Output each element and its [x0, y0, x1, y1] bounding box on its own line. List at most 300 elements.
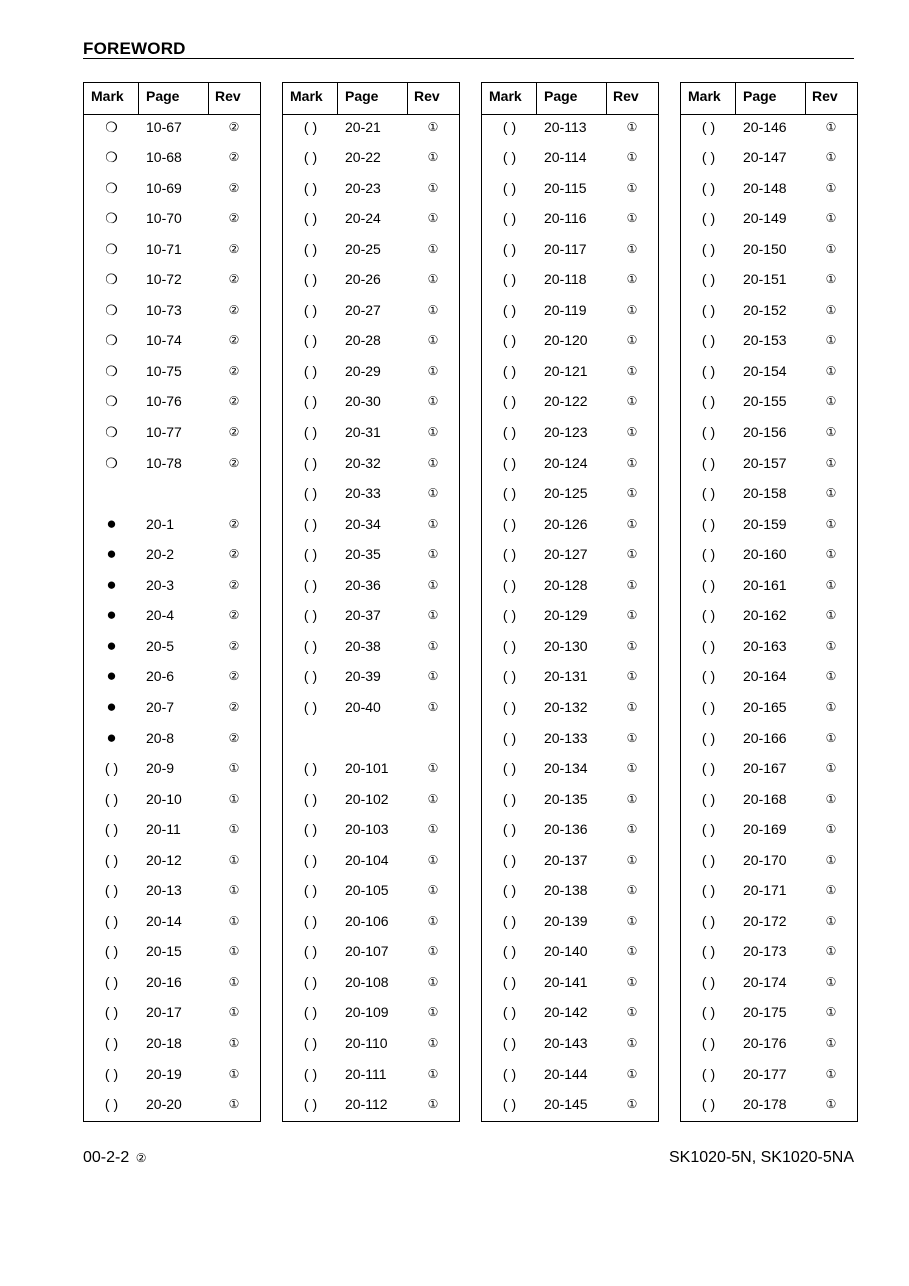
page-cell: 10-77: [146, 424, 182, 440]
rev-cell: ①: [427, 1036, 439, 1050]
header-divider: [138, 83, 139, 115]
rev-cell: ①: [825, 425, 837, 439]
rev-cell: ①: [626, 730, 638, 745]
table-row: [84, 325, 260, 356]
rev-cell: ②: [228, 638, 240, 653]
mark-cell: ❍: [105, 454, 118, 471]
table-row: [283, 997, 459, 1028]
page-cell: 20-132: [544, 698, 588, 715]
rev-cell: ①: [427, 791, 439, 806]
rev-cell: ①: [825, 394, 837, 409]
page-cell: 20-158: [743, 485, 787, 502]
page-cell: 20-30: [345, 393, 381, 410]
page-cell: 10-76: [146, 393, 182, 410]
mark-cell: ( ): [303, 607, 318, 624]
table-header: [84, 83, 260, 115]
table-row: [84, 570, 260, 601]
mark-cell: ❍: [105, 118, 118, 135]
mark-cell: ( ): [303, 1004, 318, 1021]
mark-cell: ( ): [303, 240, 318, 257]
page-cell: 20-2: [146, 546, 175, 563]
table-row: [283, 845, 459, 876]
rev-cell: ②: [228, 394, 240, 409]
table-row: [283, 1059, 459, 1090]
table-row: [283, 784, 459, 815]
table-row: [84, 967, 260, 998]
table-row: [681, 264, 857, 295]
table-row: [681, 1059, 857, 1090]
mark-cell: ( ): [701, 882, 716, 899]
table-row: [283, 356, 459, 387]
mark-cell: ( ): [502, 821, 517, 838]
table-row: [283, 325, 459, 356]
footer-page-label: 00-2-2: [83, 1149, 130, 1166]
rev-cell: ②: [228, 119, 240, 134]
page-cell: 10-71: [146, 240, 182, 257]
page-cell: 20-121: [544, 362, 588, 379]
page-cell: 20-31: [345, 424, 381, 440]
table-row: [681, 417, 857, 448]
mark-cell: ( ): [701, 790, 716, 807]
mark-cell: ( ): [104, 851, 119, 868]
rev-cell: ②: [228, 577, 240, 592]
mark-cell: ❍: [105, 271, 118, 288]
table-row: [482, 356, 658, 387]
rev-cell: ②: [228, 302, 240, 317]
table-row: [84, 234, 260, 265]
table-row: [482, 967, 658, 998]
rev-cell: ②: [228, 669, 240, 684]
rev-cell: ②: [228, 547, 240, 562]
rev-cell: ①: [825, 119, 837, 134]
table-row: [283, 539, 459, 570]
mark-cell: ( ): [701, 1004, 716, 1021]
mark-cell: ( ): [502, 332, 517, 349]
mark-cell: ( ): [104, 1004, 119, 1021]
rev-cell: ②: [228, 730, 240, 745]
rev-cell: ①: [228, 822, 240, 837]
table-row: [482, 386, 658, 417]
rev-cell: ①: [427, 272, 439, 287]
page-cell: 20-137: [544, 851, 588, 868]
page-cell: 20-6: [146, 668, 175, 685]
rev-cell: ①: [228, 761, 240, 776]
rev-cell: ①: [626, 608, 638, 623]
table-row: [283, 386, 459, 417]
mark-cell: ( ): [303, 790, 318, 807]
header-rev: Rev: [613, 88, 639, 104]
page-cell: 20-5: [146, 637, 175, 654]
page-cell: 20-177: [743, 1065, 787, 1082]
table-row: [84, 1028, 260, 1059]
page-cell: 20-4: [146, 607, 175, 624]
rev-cell: ①: [427, 516, 439, 531]
table-row: [283, 600, 459, 631]
table-row: [283, 173, 459, 204]
mark-cell: ( ): [303, 362, 318, 379]
revision-table: [481, 82, 659, 1122]
mark-cell: ( ): [701, 576, 716, 593]
rev-cell: ①: [427, 638, 439, 653]
page-cell: 20-141: [544, 973, 588, 990]
mark-cell: ( ): [502, 760, 517, 777]
page-cell: 20-7: [146, 698, 175, 715]
page-cell: 20-14: [146, 912, 182, 929]
page-cell: 20-175: [743, 1004, 787, 1021]
table-row: [681, 600, 857, 631]
mark-cell: ( ): [502, 912, 517, 929]
page-cell: 20-154: [743, 362, 787, 379]
page-cell: 20-134: [544, 760, 588, 777]
revision-table: [680, 82, 858, 1122]
page-cell: 20-110: [345, 1035, 388, 1051]
rev-cell: ①: [626, 913, 638, 928]
rev-cell: ①: [626, 791, 638, 806]
rev-cell: ①: [626, 119, 638, 134]
mark-cell: ( ): [502, 790, 517, 807]
mark-cell: ( ): [701, 973, 716, 990]
header-divider: [208, 83, 209, 115]
page-cell: 20-120: [544, 332, 588, 349]
page-cell: 20-145: [544, 1096, 588, 1113]
mark-cell: ( ): [502, 149, 517, 166]
mark-cell: ( ): [104, 821, 119, 838]
mark-cell: ( ): [701, 362, 716, 379]
page-cell: 10-73: [146, 301, 182, 318]
page-cell: 20-107: [345, 943, 389, 960]
page-cell: 20-126: [544, 515, 588, 532]
rev-cell: ①: [825, 302, 837, 317]
rev-cell: ①: [626, 425, 638, 439]
mark-cell: ( ): [701, 179, 716, 196]
rev-cell: ①: [825, 1066, 837, 1081]
table-row: [84, 509, 260, 540]
rev-cell: ①: [626, 241, 638, 256]
page-cell: 20-139: [544, 912, 588, 929]
table-row: [283, 234, 459, 265]
table-row: [482, 325, 658, 356]
table-row: [681, 203, 857, 234]
page-cell: 20-164: [743, 668, 787, 685]
rev-cell: ①: [228, 974, 240, 989]
rev-cell: ①: [825, 1036, 837, 1050]
table-row: [482, 112, 658, 143]
page-cell: 20-13: [146, 882, 182, 899]
rev-cell: ①: [825, 638, 837, 653]
header-rev: Rev: [414, 88, 440, 104]
rev-cell: ①: [626, 669, 638, 684]
header-page: Page: [743, 88, 777, 104]
page-cell: 20-32: [345, 454, 381, 471]
table-row: [283, 509, 459, 540]
rev-cell: ①: [825, 608, 837, 623]
mark-cell: ( ): [502, 271, 517, 288]
mark-cell: ( ): [303, 668, 318, 685]
table-row: [482, 570, 658, 601]
table-row: [84, 203, 260, 234]
page-cell: 20-169: [743, 821, 787, 838]
mark-cell: ( ): [502, 1065, 517, 1082]
table-row: [482, 417, 658, 448]
rev-cell: ①: [427, 425, 439, 439]
mark-cell: ( ): [701, 821, 716, 838]
table-row: [84, 692, 260, 723]
header-rev: Rev: [812, 88, 838, 104]
rev-cell: ①: [228, 1097, 240, 1112]
rev-cell: ①: [228, 852, 240, 867]
header-mark: Mark: [688, 88, 721, 104]
page-cell: 20-28: [345, 332, 381, 349]
table-row: [681, 906, 857, 937]
rev-cell: ①: [626, 363, 638, 378]
table-header: [681, 83, 857, 115]
mark-cell: ( ): [701, 943, 716, 960]
table-row: [84, 386, 260, 417]
rev-cell: ①: [825, 669, 837, 684]
table-row: [283, 295, 459, 326]
mark-cell: ( ): [502, 393, 517, 410]
rev-cell: ①: [427, 913, 439, 928]
table-row: [482, 142, 658, 173]
page-cell: 20-136: [544, 821, 588, 838]
rev-cell: ①: [825, 1097, 837, 1112]
rev-cell: ①: [825, 272, 837, 287]
rev-cell: ①: [228, 791, 240, 806]
mark-cell: ( ): [104, 912, 119, 929]
table-row: [681, 142, 857, 173]
table-row: [681, 478, 857, 509]
mark-cell: ( ): [502, 179, 517, 196]
page-cell: 10-72: [146, 271, 182, 288]
rev-cell: ①: [626, 455, 638, 470]
table-row: [681, 1089, 857, 1120]
rev-cell: ①: [427, 180, 439, 195]
table-row: [482, 997, 658, 1028]
mark-cell: ( ): [502, 698, 517, 715]
rev-cell: ①: [825, 241, 837, 256]
header-page: Page: [345, 88, 379, 104]
table-row: [681, 112, 857, 143]
mark-cell: ( ): [303, 393, 318, 410]
page-cell: 10-74: [146, 332, 182, 349]
table-row: [84, 906, 260, 937]
mark-cell: ( ): [303, 332, 318, 349]
rev-cell: ①: [427, 669, 439, 684]
rev-cell: ②: [228, 608, 240, 623]
table-row: [283, 570, 459, 601]
mark-cell: ( ): [502, 1096, 517, 1113]
rev-cell: ②: [228, 180, 240, 195]
table-row: [681, 875, 857, 906]
table-row: [482, 631, 658, 662]
mark-cell: ( ): [303, 851, 318, 868]
page-cell: 20-102: [345, 790, 389, 807]
rev-cell: ①: [825, 363, 837, 378]
page-cell: 20-163: [743, 637, 787, 654]
page-cell: 20-36: [345, 576, 381, 593]
page-cell: 20-165: [743, 698, 787, 715]
table-row: [84, 814, 260, 845]
page-cell: 20-176: [743, 1035, 787, 1051]
table-row: [482, 753, 658, 784]
rev-cell: ①: [427, 944, 439, 959]
header-mark: Mark: [489, 88, 522, 104]
table-row: [84, 173, 260, 204]
page-cell: 20-29: [345, 362, 381, 379]
page-cell: 20-167: [743, 760, 787, 777]
table-row: [681, 661, 857, 692]
rev-cell: ②: [228, 516, 240, 531]
table-row: [482, 539, 658, 570]
rev-cell: ①: [427, 822, 439, 837]
page-cell: 20-135: [544, 790, 588, 807]
page-cell: 20-8: [146, 729, 175, 746]
mark-cell: ( ): [701, 454, 716, 471]
table-row: [84, 784, 260, 815]
mark-cell: ( ): [701, 607, 716, 624]
page-cell: 20-133: [544, 729, 588, 746]
footer-page-rev: ②: [135, 1151, 147, 1165]
page-cell: 20-12: [146, 851, 182, 868]
rev-cell: ①: [626, 547, 638, 562]
table-row: [482, 448, 658, 479]
mark-cell: ( ): [701, 149, 716, 166]
mark-cell: ●: [106, 696, 117, 716]
page-cell: 20-103: [345, 821, 389, 838]
page-cell: 20-37: [345, 607, 381, 624]
mark-cell: ( ): [104, 943, 119, 960]
page-cell: 20-144: [544, 1065, 588, 1082]
rev-cell: ①: [626, 394, 638, 409]
mark-cell: ( ): [303, 973, 318, 990]
table-row: [84, 723, 260, 754]
page-cell: 10-70: [146, 210, 182, 227]
page-cell: 20-22: [345, 149, 381, 166]
page-cell: 20-108: [345, 973, 389, 990]
table-row: [681, 845, 857, 876]
rev-cell: ①: [228, 1036, 240, 1050]
page-cell: 20-113: [544, 118, 587, 135]
mark-cell: ( ): [701, 1035, 716, 1051]
table-row: [482, 203, 658, 234]
rev-cell: ①: [427, 486, 439, 501]
table-row: [681, 234, 857, 265]
mark-cell: ( ): [303, 118, 318, 135]
rev-cell: ②: [228, 241, 240, 256]
header-divider: [536, 83, 537, 115]
rev-cell: ①: [427, 119, 439, 134]
rev-cell: ①: [825, 730, 837, 745]
page-cell: 20-105: [345, 882, 389, 899]
page-cell: 20-111: [345, 1065, 387, 1082]
mark-cell: ( ): [701, 1065, 716, 1082]
page-cell: 20-116: [544, 210, 587, 227]
page-cell: 20-150: [743, 240, 787, 257]
mark-cell: ( ): [303, 637, 318, 654]
rev-cell: ①: [825, 150, 837, 165]
page-cell: 20-129: [544, 607, 588, 624]
table-row: [681, 509, 857, 540]
page-cell: 20-140: [544, 943, 588, 960]
mark-cell: ( ): [303, 210, 318, 227]
rev-cell: ①: [825, 333, 837, 348]
rev-cell: ①: [427, 302, 439, 317]
mark-cell: ( ): [104, 1096, 119, 1113]
rev-cell: ①: [626, 1097, 638, 1112]
page-cell: 20-18: [146, 1035, 182, 1051]
mark-cell: ( ): [502, 607, 517, 624]
table-row: [283, 967, 459, 998]
table-row: [283, 264, 459, 295]
table-row: [482, 1059, 658, 1090]
mark-cell: ( ): [502, 729, 517, 746]
mark-cell: ( ): [303, 760, 318, 777]
table-row: [283, 692, 459, 723]
mark-cell: ●: [106, 544, 117, 564]
page-cell: 20-118: [544, 271, 587, 288]
mark-cell: ( ): [502, 301, 517, 318]
mark-cell: ( ): [303, 1035, 318, 1051]
page-cell: 20-104: [345, 851, 389, 868]
mark-cell: ( ): [104, 1035, 119, 1051]
mark-cell: ( ): [701, 546, 716, 563]
rev-cell: ①: [626, 486, 638, 501]
page-cell: 20-115: [544, 179, 587, 196]
page-cell: 20-131: [544, 668, 588, 685]
page-cell: 20-11: [146, 821, 181, 838]
table-row: [482, 1028, 658, 1059]
rev-cell: ①: [427, 1097, 439, 1112]
mark-cell: ( ): [303, 179, 318, 196]
rev-cell: ①: [825, 974, 837, 989]
page-cell: 20-33: [345, 485, 381, 502]
page-cell: 20-10: [146, 790, 182, 807]
rev-cell: ①: [626, 516, 638, 531]
page-cell: 10-78: [146, 454, 182, 471]
rev-cell: ①: [427, 547, 439, 562]
table-row: [84, 631, 260, 662]
page-cell: 20-9: [146, 760, 175, 777]
rev-cell: ①: [228, 1066, 240, 1081]
mark-cell: ( ): [303, 912, 318, 929]
mark-cell: ( ): [303, 485, 318, 502]
mark-cell: ( ): [303, 424, 318, 440]
mark-cell: ●: [106, 574, 117, 594]
page-cell: 20-170: [743, 851, 787, 868]
page-cell: 20-40: [345, 698, 381, 715]
rev-cell: ①: [427, 394, 439, 409]
rev-cell: ①: [427, 455, 439, 470]
page-cell: 20-151: [743, 271, 787, 288]
table-row: [283, 417, 459, 448]
rev-cell: ①: [825, 577, 837, 592]
table-row: [283, 1028, 459, 1059]
mark-cell: ( ): [701, 485, 716, 502]
page-cell: 20-130: [544, 637, 588, 654]
rev-cell: ①: [427, 883, 439, 898]
revision-table: [282, 82, 460, 1122]
rev-cell: ①: [626, 974, 638, 989]
page-title: FOREWORD: [83, 39, 186, 58]
page-cell: 20-38: [345, 637, 381, 654]
mark-cell: ( ): [502, 882, 517, 899]
mark-cell: ( ): [303, 271, 318, 288]
mark-cell: ( ): [502, 210, 517, 227]
mark-cell: ( ): [502, 546, 517, 563]
table-row: [283, 448, 459, 479]
rev-cell: ①: [626, 150, 638, 165]
rev-cell: ②: [228, 272, 240, 287]
